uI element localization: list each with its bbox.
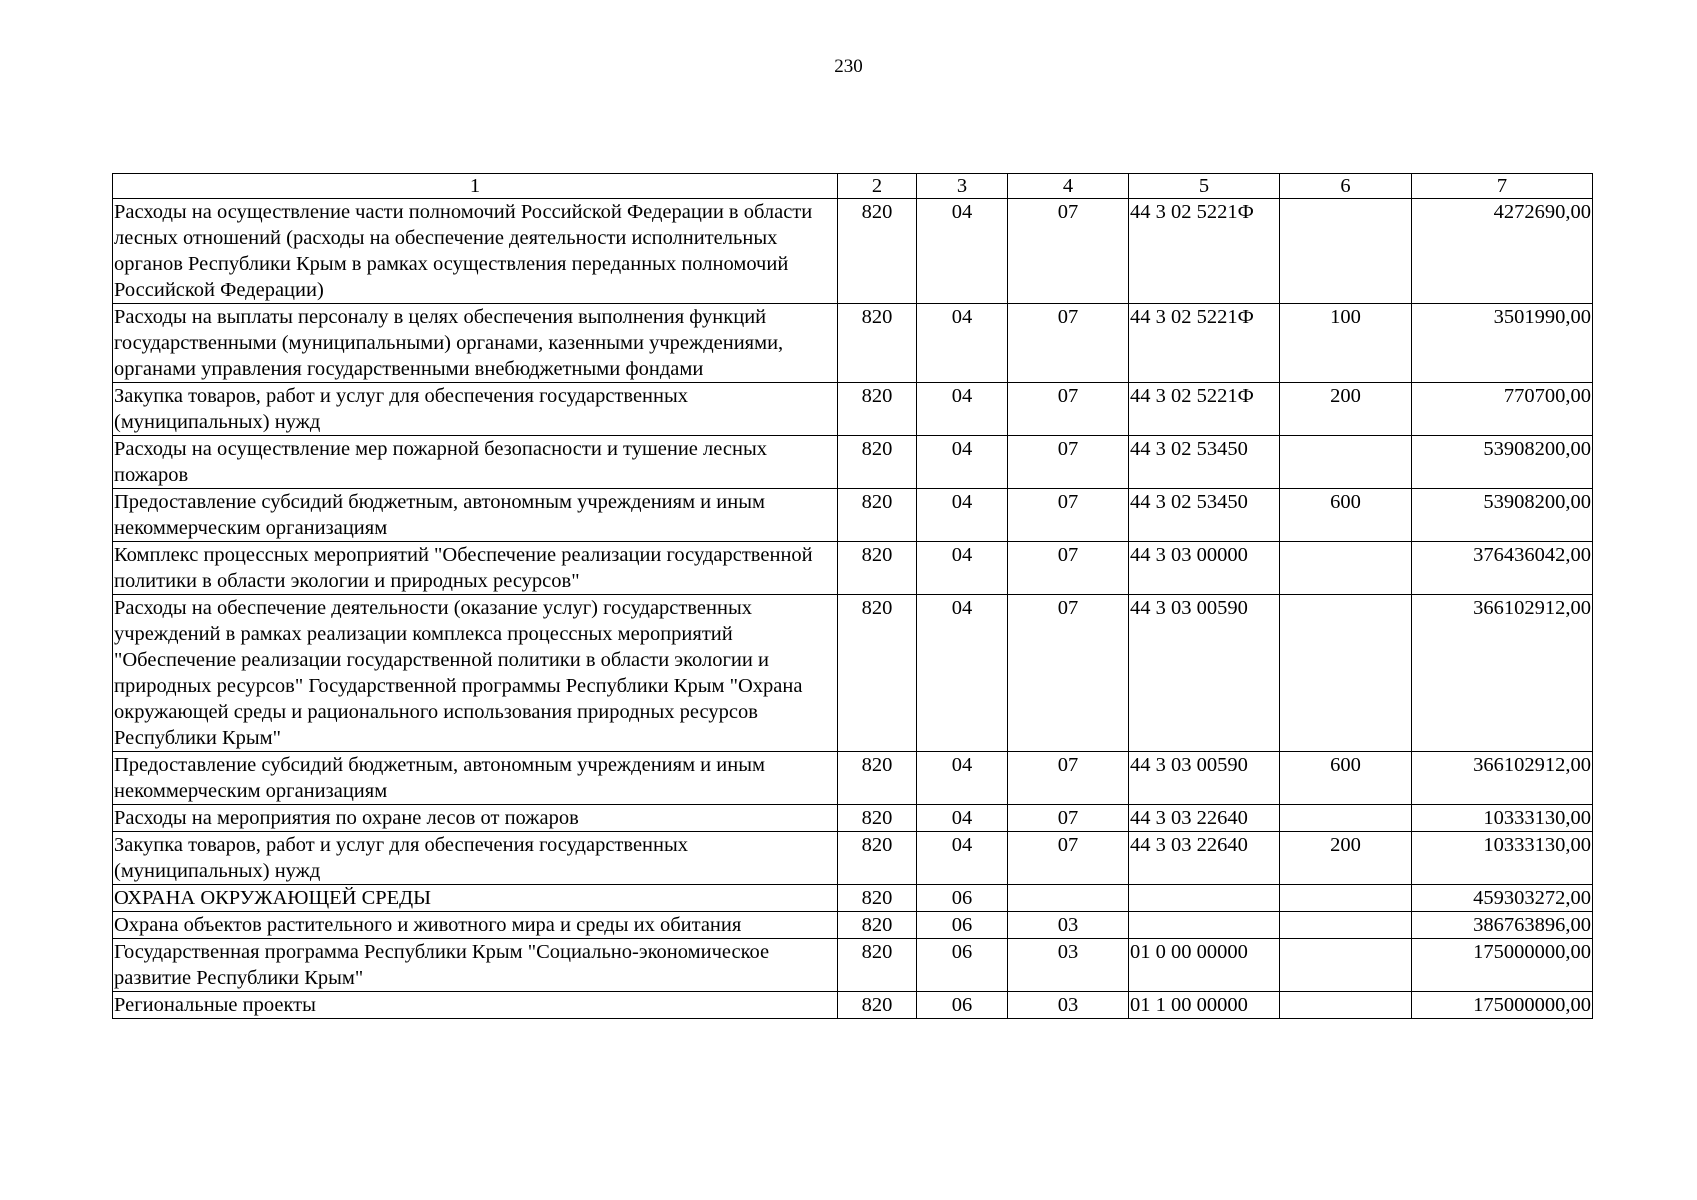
row-code-4: 03 bbox=[1008, 992, 1129, 1019]
row-code-2: 820 bbox=[838, 912, 917, 939]
table-header-row bbox=[113, 174, 1593, 199]
row-code-3: 04 bbox=[917, 199, 1008, 304]
page-number: 230 bbox=[834, 56, 863, 77]
row-amount: 53908200,00 bbox=[1412, 436, 1593, 489]
row-code-4: 07 bbox=[1008, 199, 1129, 304]
row-code-6 bbox=[1280, 939, 1412, 992]
row-code-2: 820 bbox=[838, 489, 917, 542]
row-name: Расходы на мероприятия по охране лесов от пожаров bbox=[113, 805, 838, 832]
column-header: 2 bbox=[838, 174, 917, 199]
row-amount: 175000000,00 bbox=[1412, 992, 1593, 1019]
table-row bbox=[113, 752, 1593, 805]
row-code-6 bbox=[1280, 595, 1412, 752]
table-row bbox=[113, 912, 1593, 939]
row-code-2: 820 bbox=[838, 199, 917, 304]
row-amount: 770700,00 bbox=[1412, 383, 1593, 436]
table-row bbox=[113, 383, 1593, 436]
table-row bbox=[113, 304, 1593, 383]
row-amount: 459303272,00 bbox=[1412, 885, 1593, 912]
row-code-5: 44 3 02 5221Ф bbox=[1129, 304, 1280, 383]
row-amount: 10333130,00 bbox=[1412, 832, 1593, 885]
budget-table bbox=[112, 173, 1593, 1019]
row-amount: 175000000,00 bbox=[1412, 939, 1593, 992]
column-header: 3 bbox=[917, 174, 1008, 199]
row-code-3: 04 bbox=[917, 752, 1008, 805]
row-code-5: 44 3 02 5221Ф bbox=[1129, 199, 1280, 304]
row-code-6 bbox=[1280, 912, 1412, 939]
row-code-3: 06 bbox=[917, 992, 1008, 1019]
row-code-2: 820 bbox=[838, 885, 917, 912]
row-amount: 386763896,00 bbox=[1412, 912, 1593, 939]
row-code-5 bbox=[1129, 885, 1280, 912]
column-header: 7 bbox=[1412, 174, 1593, 199]
row-name: Предоставление субсидий бюджетным, автономным учреждениям и иным некоммерческим организациям bbox=[113, 752, 838, 805]
row-code-6: 100 bbox=[1280, 304, 1412, 383]
row-code-4: 03 bbox=[1008, 939, 1129, 992]
row-code-5: 44 3 03 00590 bbox=[1129, 595, 1280, 752]
row-code-5: 01 1 00 00000 bbox=[1129, 992, 1280, 1019]
row-code-4 bbox=[1008, 885, 1129, 912]
row-code-3: 06 bbox=[917, 912, 1008, 939]
row-code-6 bbox=[1280, 436, 1412, 489]
row-code-2: 820 bbox=[838, 992, 917, 1019]
row-code-5: 01 0 00 00000 bbox=[1129, 939, 1280, 992]
table-row bbox=[113, 595, 1593, 752]
table-row bbox=[113, 436, 1593, 489]
column-header: 1 bbox=[113, 174, 838, 199]
row-name: Закупка товаров, работ и услуг для обеспечения государственных (муниципальных) нужд bbox=[113, 383, 838, 436]
row-amount: 4272690,00 bbox=[1412, 199, 1593, 304]
row-code-4: 07 bbox=[1008, 436, 1129, 489]
row-code-3: 04 bbox=[917, 383, 1008, 436]
row-code-5: 44 3 03 00000 bbox=[1129, 542, 1280, 595]
column-header: 6 bbox=[1280, 174, 1412, 199]
row-code-6: 200 bbox=[1280, 383, 1412, 436]
row-code-4: 07 bbox=[1008, 304, 1129, 383]
row-code-5 bbox=[1129, 912, 1280, 939]
table-row bbox=[113, 542, 1593, 595]
row-amount: 10333130,00 bbox=[1412, 805, 1593, 832]
row-code-5: 44 3 02 53450 bbox=[1129, 489, 1280, 542]
row-name: Предоставление субсидий бюджетным, автономным учреждениям и иным некоммерческим организациям bbox=[113, 489, 838, 542]
row-code-4: 07 bbox=[1008, 832, 1129, 885]
row-amount: 376436042,00 bbox=[1412, 542, 1593, 595]
row-code-6 bbox=[1280, 805, 1412, 832]
row-code-4: 07 bbox=[1008, 542, 1129, 595]
row-code-6: 600 bbox=[1280, 489, 1412, 542]
table-row bbox=[113, 489, 1593, 542]
row-name: Закупка товаров, работ и услуг для обеспечения государственных (муниципальных) нужд bbox=[113, 832, 838, 885]
row-code-2: 820 bbox=[838, 805, 917, 832]
row-code-3: 04 bbox=[917, 595, 1008, 752]
row-code-2: 820 bbox=[838, 832, 917, 885]
row-code-6 bbox=[1280, 992, 1412, 1019]
row-code-6: 600 bbox=[1280, 752, 1412, 805]
row-code-3: 06 bbox=[917, 885, 1008, 912]
table-row bbox=[113, 939, 1593, 992]
row-name: Комплекс процессных мероприятий "Обеспечение реализации государственной политики в области экологии и природных ресурсов" bbox=[113, 542, 838, 595]
row-code-2: 820 bbox=[838, 752, 917, 805]
table-row bbox=[113, 885, 1593, 912]
row-name: Охрана объектов растительного и животного мира и среды их обитания bbox=[113, 912, 838, 939]
row-code-4: 07 bbox=[1008, 752, 1129, 805]
row-code-3: 04 bbox=[917, 832, 1008, 885]
row-code-6: 200 bbox=[1280, 832, 1412, 885]
row-amount: 53908200,00 bbox=[1412, 489, 1593, 542]
row-code-3: 04 bbox=[917, 805, 1008, 832]
row-amount: 366102912,00 bbox=[1412, 595, 1593, 752]
table-row bbox=[113, 199, 1593, 304]
row-amount: 366102912,00 bbox=[1412, 752, 1593, 805]
row-code-3: 04 bbox=[917, 436, 1008, 489]
row-code-5: 44 3 02 53450 bbox=[1129, 436, 1280, 489]
row-code-2: 820 bbox=[838, 304, 917, 383]
column-header: 5 bbox=[1129, 174, 1280, 199]
row-code-6 bbox=[1280, 199, 1412, 304]
row-name: Расходы на обеспечение деятельности (оказание услуг) государственных учреждений в рамках реализации комплекса процессных мероприятий "Обеспечение реализации государственной политики в области экологии и природных ресурсов" Государственной программы Республики Крым "Охрана окружающей среды и рационального использования природных ресурсов Республики Крым" bbox=[113, 595, 838, 752]
row-code-2: 820 bbox=[838, 595, 917, 752]
column-header: 4 bbox=[1008, 174, 1129, 199]
row-code-5: 44 3 03 00590 bbox=[1129, 752, 1280, 805]
table-row bbox=[113, 805, 1593, 832]
row-code-2: 820 bbox=[838, 542, 917, 595]
row-code-4: 07 bbox=[1008, 383, 1129, 436]
row-code-5: 44 3 03 22640 bbox=[1129, 832, 1280, 885]
row-code-2: 820 bbox=[838, 939, 917, 992]
row-code-4: 07 bbox=[1008, 595, 1129, 752]
row-code-3: 06 bbox=[917, 939, 1008, 992]
row-name: Расходы на осуществление части полномочий Российской Федерации в области лесных отношений (расходы на обеспечение деятельности исполнительных органов Республики Крым в рамках осуществления переданных полномочий Российской Федерации) bbox=[113, 199, 838, 304]
row-code-3: 04 bbox=[917, 304, 1008, 383]
row-name: Расходы на осуществление мер пожарной безопасности и тушение лесных пожаров bbox=[113, 436, 838, 489]
row-name: Региональные проекты bbox=[113, 992, 838, 1019]
row-name: Государственная программа Республики Крым "Социально-экономическое развитие Республики Крым" bbox=[113, 939, 838, 992]
row-name: ОХРАНА ОКРУЖАЮЩЕЙ СРЕДЫ bbox=[113, 885, 838, 912]
row-code-5: 44 3 02 5221Ф bbox=[1129, 383, 1280, 436]
row-amount: 3501990,00 bbox=[1412, 304, 1593, 383]
row-code-4: 07 bbox=[1008, 489, 1129, 542]
row-code-2: 820 bbox=[838, 383, 917, 436]
row-code-2: 820 bbox=[838, 436, 917, 489]
table-row bbox=[113, 992, 1593, 1019]
row-code-6 bbox=[1280, 885, 1412, 912]
table-row bbox=[113, 832, 1593, 885]
row-name: Расходы на выплаты персоналу в целях обеспечения выполнения функций государственными (муниципальными) органами, казенными учреждениями, органами управления государственными внебюджетными фондами bbox=[113, 304, 838, 383]
row-code-3: 04 bbox=[917, 489, 1008, 542]
row-code-3: 04 bbox=[917, 542, 1008, 595]
row-code-4: 03 bbox=[1008, 912, 1129, 939]
row-code-4: 07 bbox=[1008, 805, 1129, 832]
row-code-6 bbox=[1280, 542, 1412, 595]
row-code-5: 44 3 03 22640 bbox=[1129, 805, 1280, 832]
